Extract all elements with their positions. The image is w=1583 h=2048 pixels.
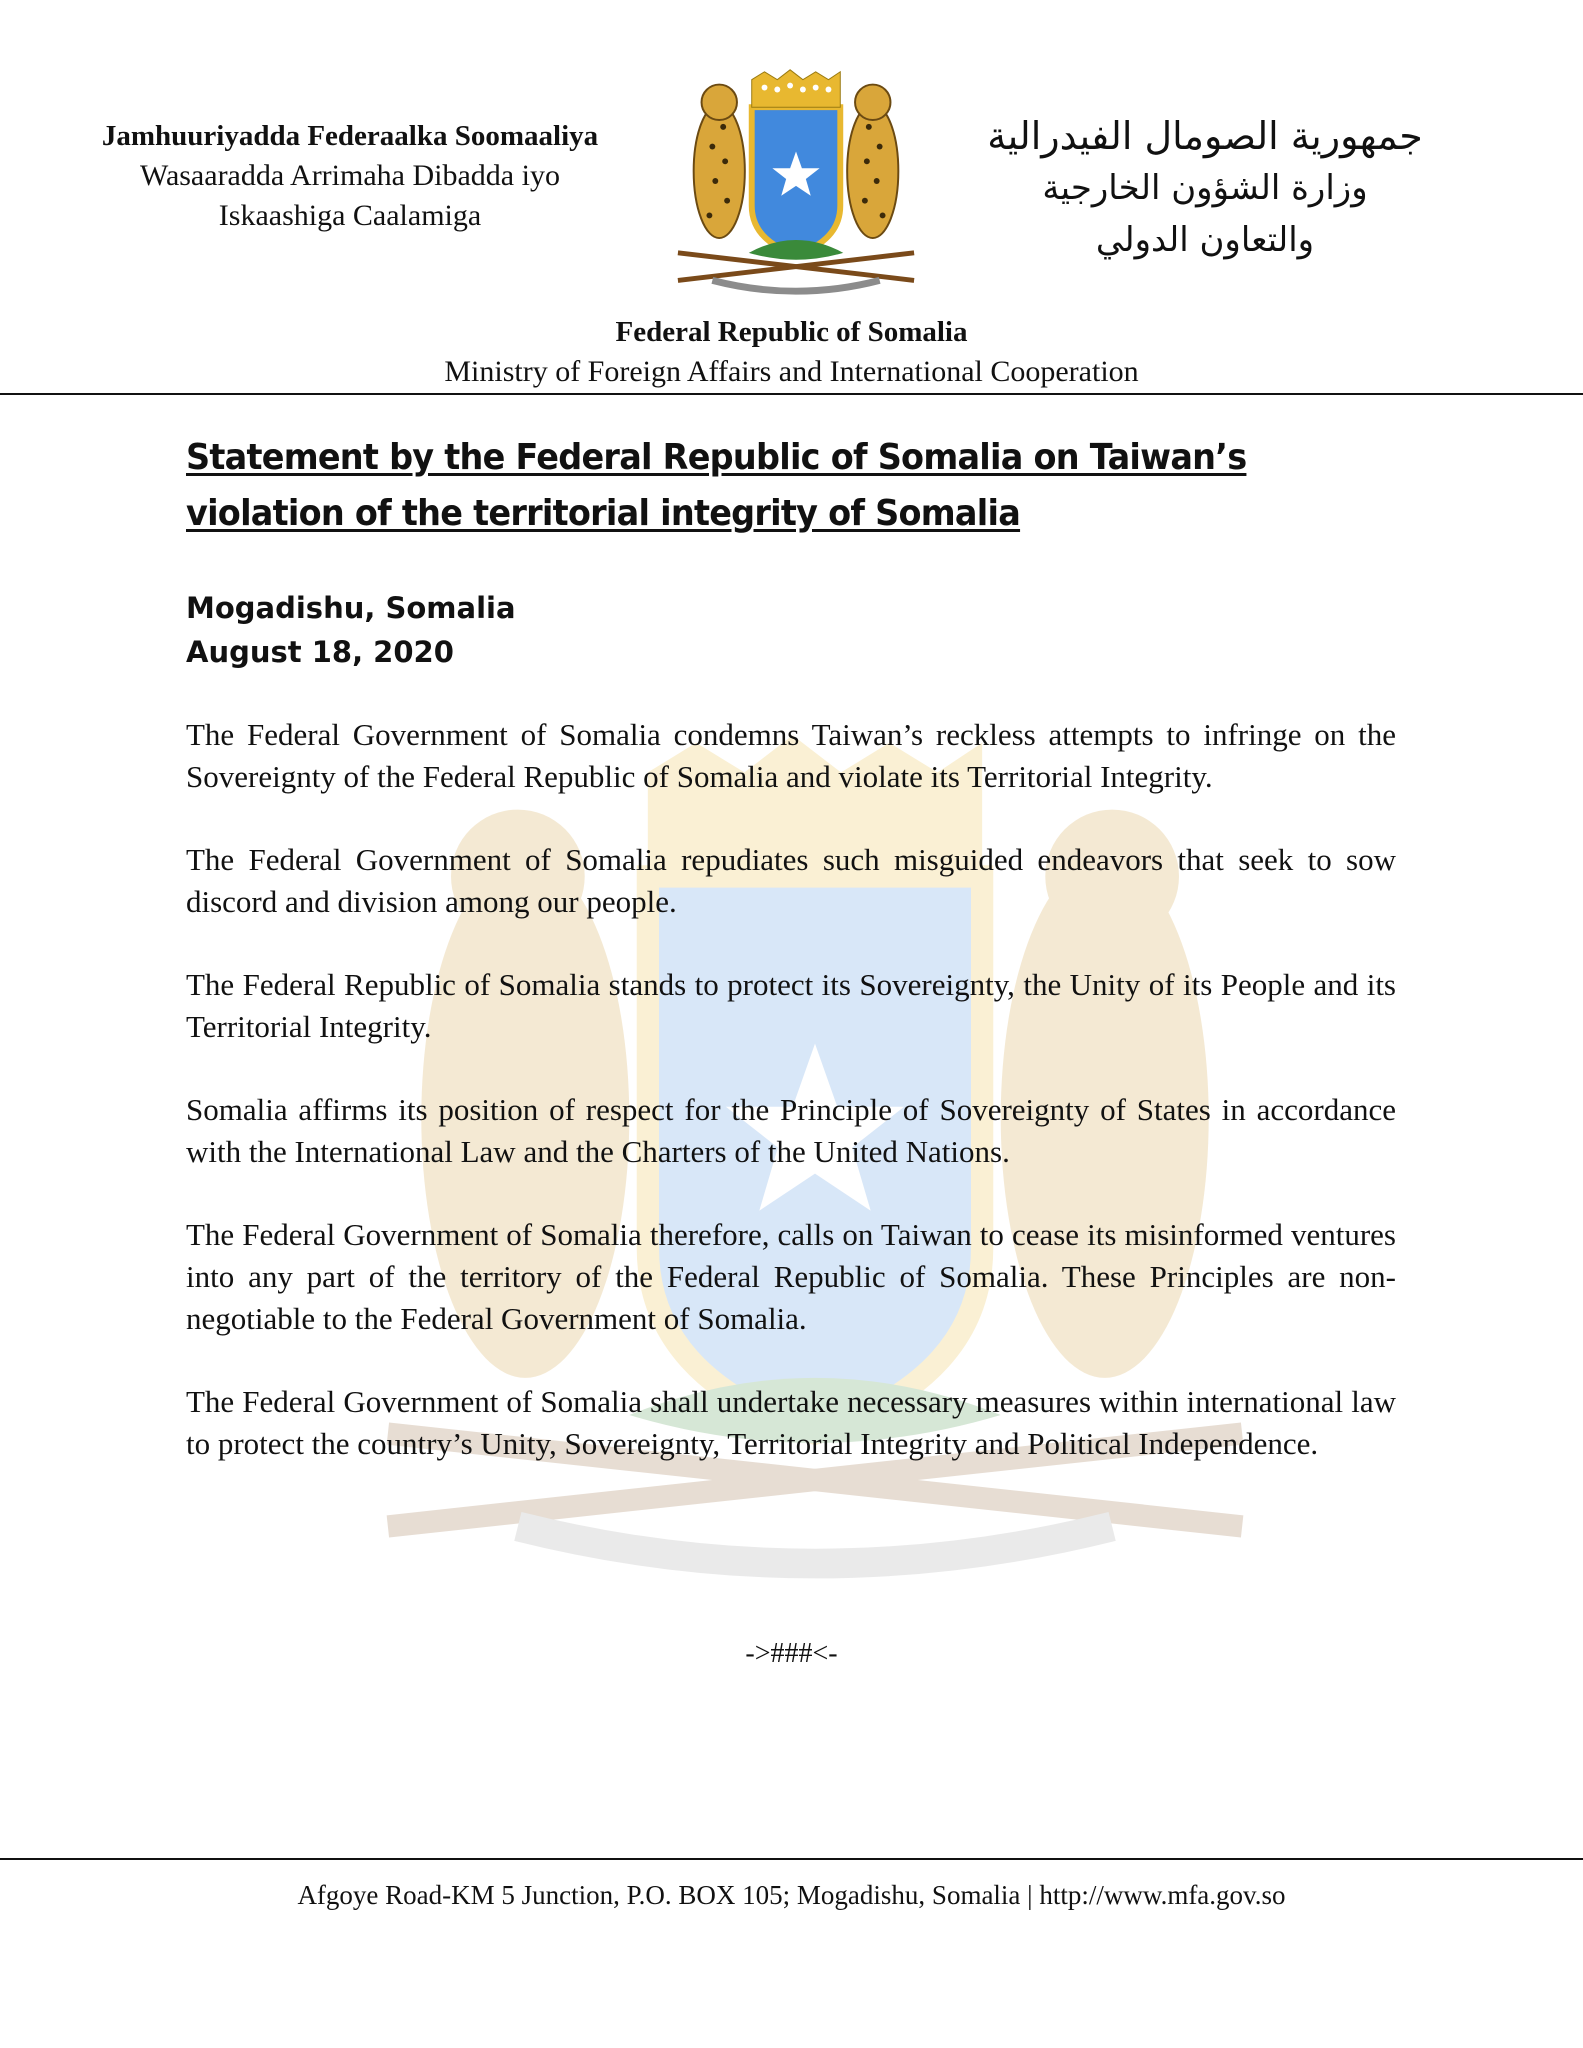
statement-paragraph: The Federal Republic of Somalia stands to protect its Sovereignty, the Unity of its People and its Territorial Integrity.: [186, 967, 1396, 1044]
letterhead-somali: [55, 116, 645, 236]
statement-paragraph: The Federal Government of Somalia repudiates such misguided endeavors that seek to sow discord and division among our people.: [186, 842, 1396, 919]
letterhead-english: [0, 312, 1583, 392]
footer-address: Afgoye Road-KM 5 Junction, P.O. BOX 105; Mogadishu, Somalia | http://www.mfa.gov.so: [297, 1880, 1286, 1910]
somalia-coat-of-arms-icon: [658, 58, 934, 304]
letterhead-somali-line1: Jamhuuriyadda Federaalka Soomaaliya: [101, 120, 599, 152]
footer-divider: [0, 1858, 1583, 1860]
letterhead-arabic: [895, 110, 1515, 266]
statement-paragraph: The Federal Government of Somalia therefore, calls on Taiwan to cease its misinformed ventures into any part of the territory of the Federal Republic of Somalia. These Principles are non-negotiable to the Federal Government of Somalia.: [186, 1217, 1396, 1336]
statement-paragraph: The Federal Government of Somalia condemns Taiwan’s reckless attempts to infringe on the Sovereignty of the Federal Republic of Somalia and violate its Territorial Integrity.: [186, 717, 1396, 794]
statement-paragraph: Somalia affirms its position of respect for the Principle of Sovereignty of States in accordance with the International Law and the Charters of the United Nations.: [186, 1092, 1396, 1169]
letterhead-somali-line2: Wasaaradda Arrimaha Dibadda iyo: [140, 159, 560, 192]
statement-body: [186, 714, 1396, 1506]
letterhead-arabic-line2: وزارة الشؤون الخارجية: [1042, 168, 1368, 208]
dateline-date: August 18, 2020: [186, 635, 454, 669]
dateline-place: Mogadishu, Somalia: [186, 591, 516, 625]
dateline: [186, 586, 516, 674]
header-divider: [0, 393, 1583, 395]
closing-marker: ->###<-: [745, 1638, 838, 1669]
letterhead-country-name: Federal Republic of Somalia: [615, 316, 968, 348]
letterhead-arabic-line3: والتعاون الدولي: [1095, 220, 1315, 260]
letterhead-ministry-name: Ministry of Foreign Affairs and International Cooperation: [444, 355, 1139, 388]
statement-paragraph: The Federal Government of Somalia shall undertake necessary measures within international law to protect the country’s Unity, Sovereignty, Territorial Integrity and Political Independence.: [186, 1384, 1396, 1461]
letterhead-somali-line3: Iskaashiga Caalamiga: [218, 199, 482, 232]
letterhead-arabic-line1: جمهورية الصومال الفيدرالية: [987, 114, 1423, 158]
statement-title: Statement by the Federal Republic of Somalia on Taiwan’s violation of the territorial integrity of Somalia: [186, 437, 1247, 534]
